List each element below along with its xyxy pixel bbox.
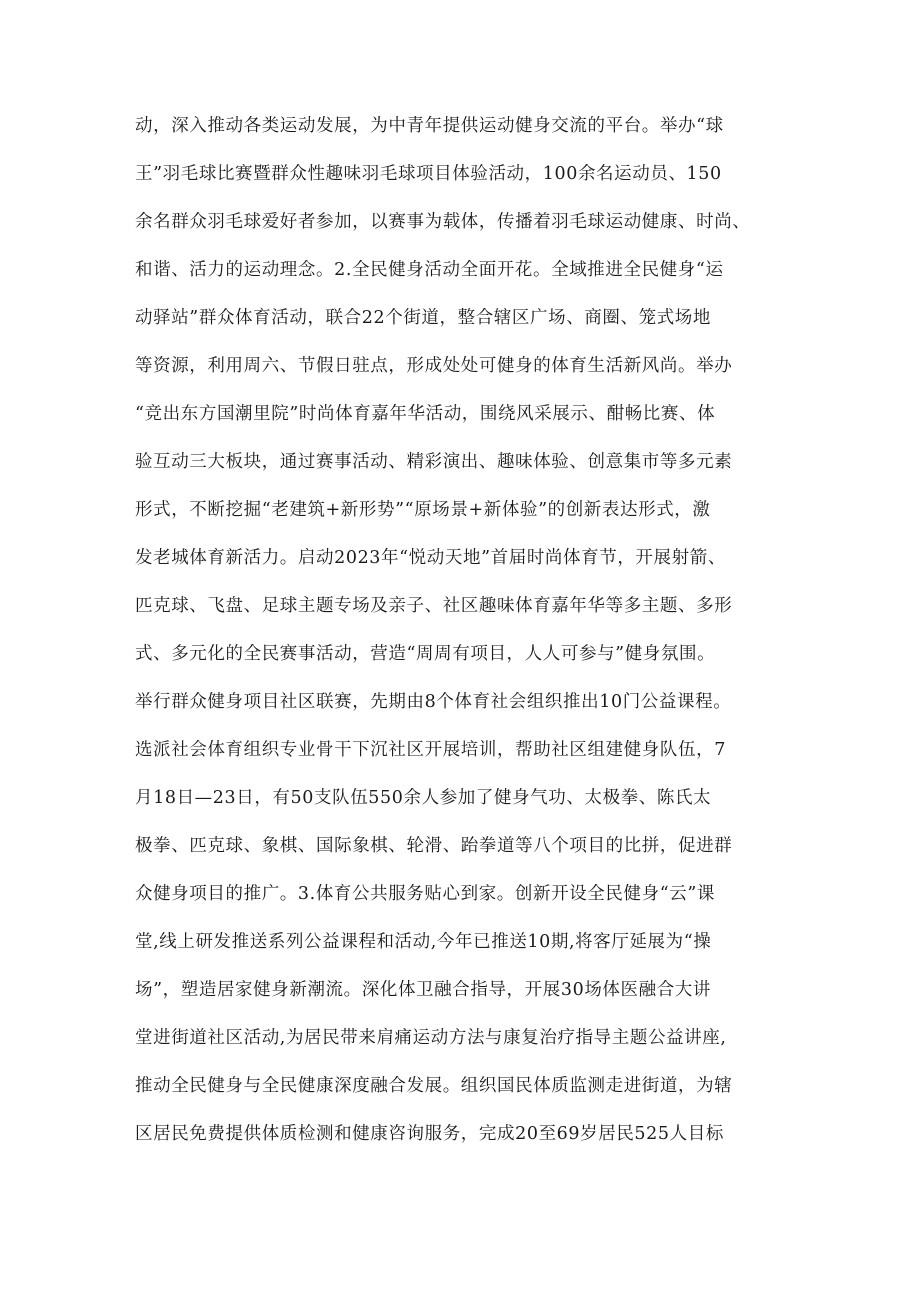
text-line: 推动全民健身与全民健康深度融合发展。组织国民体质监测走进街道，为辖 bbox=[135, 1076, 733, 1096]
text-line: 区居民免费提供体质检测和健康咨询服务，完成20至69岁居民525人目标 bbox=[135, 1124, 724, 1144]
text-line: 动，深入推动各类运动发展，为中青年提供运动健身交流的平台。举办“球 bbox=[135, 116, 724, 136]
text-line: 匹克球、飞盘、足球主题专场及亲子、社区趣味体育嘉年华等多主题、多形 bbox=[135, 596, 733, 616]
text-line: 极拳、匹克球、象棋、国际象棋、轮滑、跆拳道等八个项目的比拼，促进群 bbox=[135, 836, 733, 856]
text-line: 发老城体育新活力。启动2023年“悦动天地”首届时尚体育节，开展射箭、 bbox=[135, 548, 726, 568]
text-line: 王”羽毛球比赛暨群众性趣味羽毛球项目体验活动，100余名运动员、150 bbox=[135, 164, 722, 184]
text-line: 式、多元化的全民赛事活动，营造“周周有项目，人人可参与”健身氛围。 bbox=[135, 644, 716, 664]
text-line: 和谐、活力的运动理念。2.全民健身活动全面开花。全域推进全民健身“运 bbox=[135, 260, 724, 280]
text-line: 等资源，利用周六、节假日驻点，形成处处可健身的体育生活新风尚。举办 bbox=[135, 356, 733, 376]
text-line: 堂,线上研发推送系列公益课程和活动,今年已推送10期,将客厅延展为“操 bbox=[135, 932, 712, 952]
text-line: 场”，塑造居家健身新潮流。深化体卫融合指导，开展30场体医融合大讲 bbox=[135, 980, 712, 1000]
text-line: 余名群众羽毛球爱好者参加，以赛事为载体，传播着羽毛球运动健康、时尚、 bbox=[135, 212, 751, 232]
text-line: “竞出东方国潮里院”时尚体育嘉年华活动，围绕风采展示、酣畅比赛、体 bbox=[135, 404, 716, 424]
text-line: 动驿站”群众体育活动，联合22个街道，整合辖区广场、商圈、笼式场地 bbox=[135, 308, 712, 328]
text-line: 验互动三大板块，通过赛事活动、精彩演出、趣味体验、创意集市等多元素 bbox=[135, 452, 733, 472]
text-line: 月18日—23日，有50支队伍550余人参加了健身气功、太极拳、陈氏太 bbox=[135, 788, 712, 808]
text-line: 选派社会体育组织专业骨干下沉社区开展培训，帮助社区组建健身队伍，7 bbox=[135, 740, 726, 760]
text-line: 举行群众健身项目社区联赛，先期由8个体育社会组织推出10门公益课程。 bbox=[135, 692, 732, 712]
text-line: 形式，不断挖掘“老建筑+新形势”“原场景+新体验”的创新表达形式，激 bbox=[135, 500, 711, 520]
text-line: 堂进街道社区活动,为居民带来肩痛运动方法与康复治疗指导主题公益讲座, bbox=[135, 1028, 727, 1048]
text-line: 众健身项目的推广。3.体育公共服务贴心到家。创新开设全民健身“云”课 bbox=[135, 884, 715, 904]
